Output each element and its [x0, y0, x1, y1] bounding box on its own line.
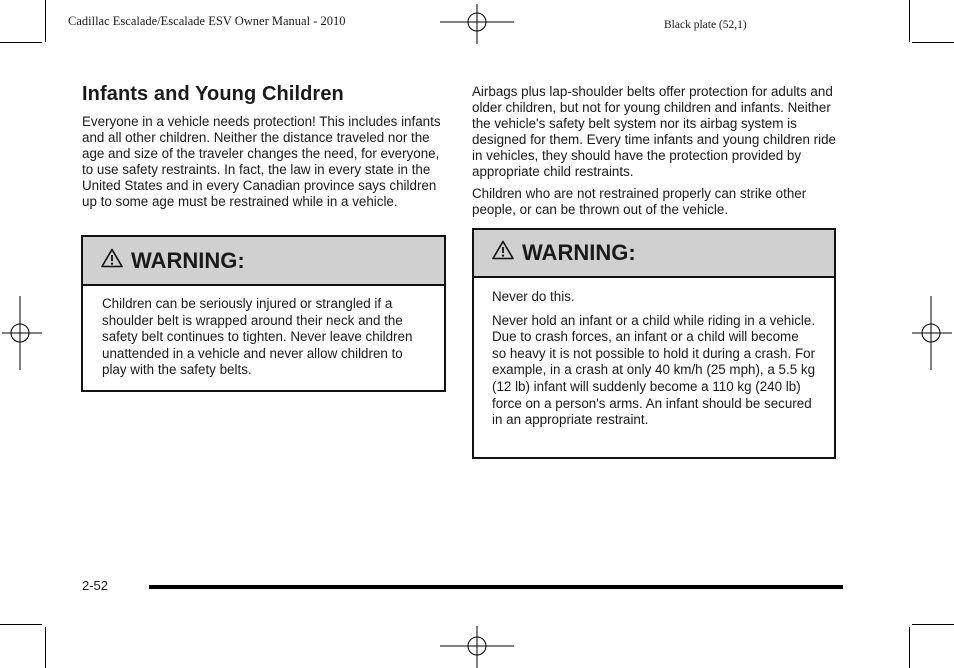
- warning-line-2: Never hold an infant or a child while riding in a vehicle. Due to crash forces, an infant or a child will become so heavy it is not possible to hold it during a crash. For example, in a crash at only 40 km/h (25 mph), a 5.5 kg (12 lb) infant will suddenly become a 110 kg (240 lb) force on a person's arms. An infant should be secured in an appropriate restraint.: [492, 312, 816, 428]
- warning-text: Children can be seriously injured or strangled if a shoulder belt is wrapped around their neck and the safety belt continues to tighten. Never leave children unattended in a vehicle and never allow children to play with the safety belts.: [102, 296, 413, 378]
- registration-mark-bottom-icon: [440, 626, 514, 668]
- intro-paragraph: Everyone in a vehicle needs protection! This includes infants and all other children. Neither the distance traveled nor the age and size of the traveler changes the need, for everyone, to use safety restraints. In fact, the law in every state in the United States and in every Canadian province says children up to some age must be restrained while in a vehicle.: [82, 114, 441, 209]
- plate-label: Black plate (52,1): [664, 19, 747, 31]
- warning-line-1: Never do this.: [492, 289, 575, 304]
- registration-mark-right-icon: [912, 296, 952, 370]
- warning-triangle-icon: [492, 240, 514, 266]
- registration-mark-top-icon: [440, 4, 514, 44]
- warning-box-right: [472, 228, 836, 459]
- warning-box-left: [81, 235, 446, 392]
- warning-title: WARNING:: [522, 240, 636, 265]
- registration-mark-left-icon: [2, 296, 42, 370]
- restraint-paragraph: Children who are not restrained properly can strike other people, or can be thrown out of the vehicle.: [472, 186, 807, 217]
- warning-header: [83, 237, 444, 286]
- crop-mark: [912, 624, 954, 625]
- page-number: 2-52: [82, 578, 109, 593]
- warning-title: WARNING:: [131, 247, 245, 273]
- crop-mark: [45, 0, 46, 42]
- section-heading: Infants and Young Children: [82, 83, 344, 105]
- crop-mark: [909, 627, 910, 668]
- airbags-paragraph: Airbags plus lap-shoulder belts offer protection for adults and older children, but not for young children and infants. Neither the vehicle's safety belt system nor its airbag system is designed for them. Every time infants and young children ride in vehicles, they should have the protection provided by appropriate child restraints.: [472, 84, 836, 179]
- crop-mark: [909, 0, 910, 42]
- crop-mark: [45, 627, 46, 668]
- crop-mark: [912, 42, 954, 43]
- footer-rule: [149, 585, 843, 589]
- manual-title: Cadillac Escalade/Escalade ESV Owner Manual - 2010: [68, 14, 346, 28]
- warning-header: [474, 230, 834, 278]
- crop-mark: [0, 42, 42, 43]
- warning-triangle-icon: [101, 248, 123, 274]
- crop-mark: [0, 624, 42, 625]
